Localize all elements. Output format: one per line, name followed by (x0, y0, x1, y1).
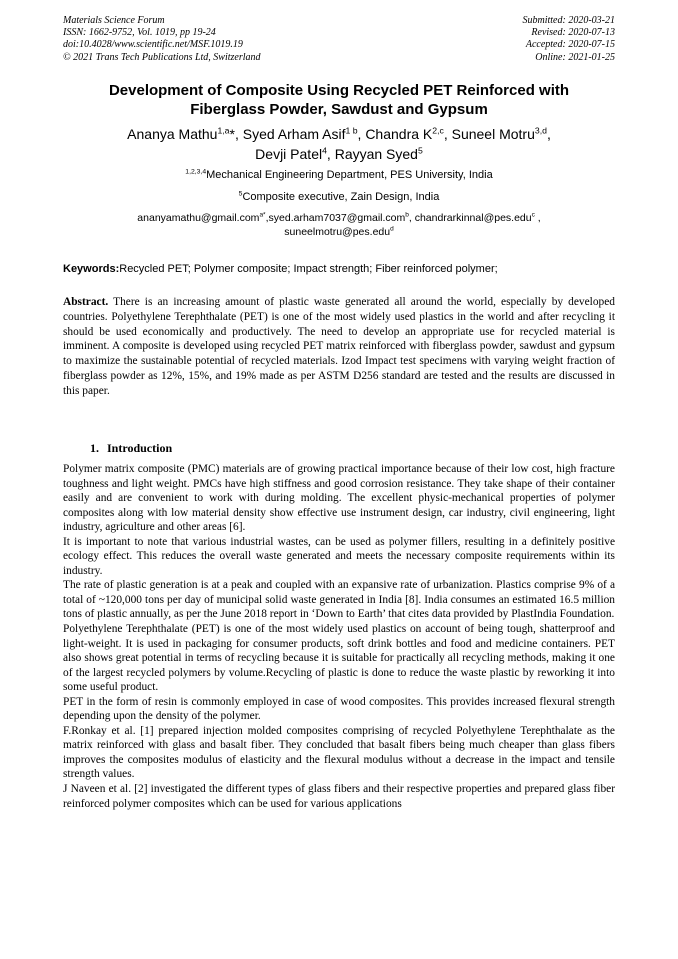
email-address: ,syed.arham7037@gmail.com (265, 212, 406, 224)
copyright-line: © 2021 Trans Tech Publications Ltd, Switzerland (63, 51, 261, 63)
author-superscript: 3,d (534, 125, 547, 136)
author-name: Ananya Mathu (127, 126, 218, 142)
author-separator: , (443, 126, 452, 142)
email-list (63, 211, 615, 239)
email-line-2 (63, 225, 615, 239)
abstract (63, 295, 615, 399)
online-date: Online: 2021-01-25 (535, 51, 615, 63)
affiliation-2 (63, 190, 615, 204)
email-address: ananyamathu@gmail.com (137, 212, 260, 224)
paper-title (63, 81, 615, 119)
author-name: Syed Arham Asif (242, 126, 346, 142)
body-paragraph: F.Ronkay et al. [1] prepared injection molded composites comprising of recycled Polyethylene Terephthalate as the matrix reinforced with glass and basalt fiber. They concluded that basalt fibers being much cheaper than glass fibers improves the composites modulus of elasticity and the flexural modulus without a decrease in the impact and tensile strength values. (63, 724, 615, 781)
email-superscript: c (531, 211, 535, 219)
journal-info (63, 15, 261, 64)
accepted-date: Accepted: 2020-07-15 (525, 39, 615, 51)
author-superscript: 5 (417, 145, 423, 156)
email-address: suneelmotru@pes.edu (284, 226, 391, 238)
email-separator: , (534, 212, 541, 224)
body-paragraph: It is important to note that various industrial wastes, can be used as polymer fillers, resulting in a definitely positive ecology effect. This reduces the overall waste generated and meets the necessary composite requirements within its industry. (63, 535, 615, 577)
author-name: Devji Patel (255, 146, 323, 162)
author-name: Suneel Motru (451, 126, 535, 142)
email-superscript: b (405, 211, 409, 219)
body-paragraph: J Naveen et al. [2] investigated the different types of glass fibers and their respective properties and prepared glass fiber reinforced polymer composites which can be used for various applications (63, 783, 615, 810)
author-separator: *, (229, 126, 243, 142)
journal-name: Materials Science Forum (63, 15, 165, 26)
issn-line: ISSN: 1662-9752, Vol. 1019, pp 19-24 (63, 27, 216, 39)
author-name: Rayyan Syed (334, 146, 418, 162)
body-paragraph: PET in the form of resin is commonly employed in case of wood composites. This provides increased flexural strength depending upon the density of the polymer. (63, 695, 615, 723)
section-number: 1. (90, 441, 99, 455)
author-line-2 (63, 144, 615, 164)
author-separator: , (326, 146, 335, 162)
body-paragraph: Polyethylene Terephthalate (PET) is one of the most widely used plastics on account of being tough, shatterproof and light-weight. It is used in packaging for consumer products, soft drink bottles and food and medicine containers. PET also shows great potential in terms of recycling because it is suitable for practically all recycling methods, making it one of the largest recycled polymers by volume.Recycling of plastic is done to reduce the waste plastic by reworking it into some useful product. (63, 623, 615, 694)
author-line-1 (63, 124, 615, 144)
author-superscript: 2,c (432, 125, 444, 136)
title-line-2: Fiberglass Powder, Sawdust and Gypsum (190, 101, 488, 118)
affiliation-superscript: 1,2,3,4 (185, 168, 207, 176)
author-separator: , (546, 126, 551, 142)
affiliation-text: Composite executive, Zain Design, India (242, 191, 440, 203)
submission-dates (523, 15, 616, 64)
author-name: Chandra K (365, 126, 433, 142)
keywords-label: Keywords: (63, 263, 120, 275)
section-title: Introduction (107, 441, 173, 455)
email-superscript: a* (259, 211, 266, 219)
introduction-body (63, 462, 615, 811)
abstract-text: There is an increasing amount of plastic waste generated all around the world, especially by developed countries. Polyethylene Terephthalate (PET) is one of the most widely used plastics in the world and after recycling it should be used economically and productively. The need to develop an appropriate use for recycled material is imminent. A composite is developed using recycled PET matrix reinforced with fiberglass powder, sawdust and gypsum to maximize the sustainable potential of recycled materials. Izod Impact test specimens with varying weight fraction of fiberglass powder as 12%, 15%, and 19% made as per ASTM D256 standard are tested and the results are discussed in this paper. (63, 296, 615, 397)
body-paragraph: The rate of plastic generation is at a peak and coupled with an expansive rate of urbanization. Plastics comprise 9% of a total of ~120,000 tons per day of municipal solid waste generated in India [8]. India consumes an estimated 16.5 million tons of plastic annually, as per the June 2018 report in ‘Down to Earth’ that cites data provided by PlastIndia Foundation. (63, 579, 615, 621)
section-heading (90, 441, 172, 455)
submitted-date: Submitted: 2020-03-21 (522, 15, 615, 26)
author-superscript: 1,a (217, 125, 230, 136)
title-line-1: Development of Composite Using Recycled PET Reinforced with (108, 82, 570, 99)
revised-date: Revised: 2020-07-13 (531, 27, 615, 39)
author-superscript: 1 b (345, 125, 358, 136)
author-separator: , (357, 126, 366, 142)
keywords (63, 262, 615, 276)
affiliation-1 (63, 168, 615, 182)
author-superscript: 4 (322, 145, 327, 156)
email-line-1 (63, 211, 615, 225)
doi-line: doi:10.4028/www.scientific.net/MSF.1019.19 (63, 39, 243, 51)
keywords-text: Recycled PET; Polymer composite; Impact strength; Fiber reinforced polymer; (119, 263, 498, 275)
email-superscript: d (390, 225, 394, 233)
email-address: , chandrarkinnal@pes.edu (408, 212, 532, 224)
affiliation-text: Mechanical Engineering Department, PES University, India (206, 169, 493, 181)
body-paragraph: Polymer matrix composite (PMC) materials are of growing practical importance because of their low cost, high fracture toughness and light weight. PMCs have high stiffness and good corrosion resistance. They take shape of their container easily and are convenient to work with during molding. The excellent physic-mechanical properties of polymer composites along with low material density show effective use instrument design, car industry, civil engineering, light industry, agriculture and other areas [6]. (63, 463, 615, 534)
affiliation-superscript: 5 (238, 190, 243, 198)
abstract-label: Abstract. (63, 296, 109, 308)
author-list (63, 124, 615, 164)
